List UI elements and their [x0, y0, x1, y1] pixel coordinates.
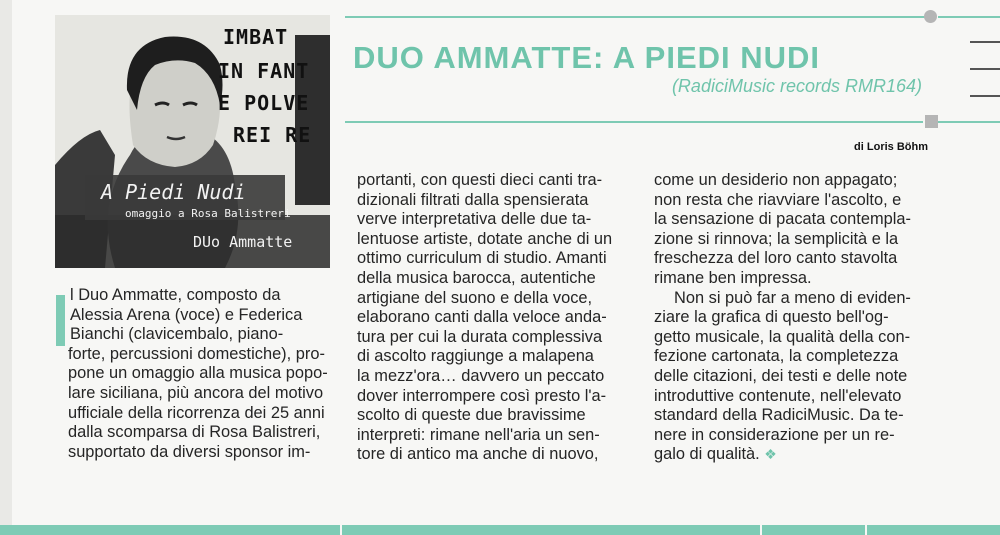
rule-dot: [924, 10, 937, 23]
text-line: interpreti: rimane nell'aria un sen-: [357, 425, 600, 444]
margin-tick: [970, 95, 1000, 97]
text-line: standard della RadiciMusic. Da te-: [654, 406, 904, 425]
text-line: l Duo Ammatte, composto da: [70, 286, 281, 304]
text-line: nere in considerazione per un re-: [654, 425, 895, 444]
text-line: Alessia Arena (voce) e Federica: [70, 305, 303, 324]
text-line: della musica barocca, autentiche: [357, 268, 596, 287]
article-subtitle: (RadiciMusic records RMR164): [671, 76, 922, 96]
text-line: ufficiale della ricorrenza dei 25 anni: [68, 403, 325, 422]
rule-square: [925, 115, 938, 128]
text-line: la sensazione di pacata contempla-: [654, 210, 911, 229]
text-line: rimane ben impressa.: [654, 268, 812, 287]
text-line: dover interrompere così presto l'a-: [357, 386, 607, 405]
text-line: getto musicale, la qualità della con-: [654, 327, 911, 346]
margin-tick: [970, 68, 1000, 70]
text-line: non resta che riavviare l'ascolto, e: [654, 190, 902, 209]
cover-text-line: IN FANT: [218, 59, 310, 83]
text-column-2: [357, 171, 612, 465]
article-title: DUO AMMATTE: A PIEDI NUDI: [353, 40, 821, 75]
cover-artist: DUo Ammatte: [193, 233, 293, 251]
text-line: ziare la grafica di questo bell'og-: [654, 308, 889, 327]
text-line: dizionali filtrati dalla spensierata: [357, 190, 589, 209]
text-line: ottimo curriculum di studio. Amanti: [357, 249, 607, 268]
text-line-last: [654, 445, 911, 465]
text-line: lentuose artiste, dotate anche di un: [357, 229, 613, 248]
text-line: portanti, con questi dieci canti tra-: [357, 171, 603, 189]
footer-divider: [865, 523, 867, 535]
text-line: delle citazioni, dei testi e delle note: [654, 366, 908, 385]
margin-tick: [970, 41, 1000, 43]
footer-divider: [340, 523, 342, 535]
text-line: freschezza del loro canto stavolta: [654, 249, 898, 268]
text-line: lare siciliana, più ancora del motivo: [68, 383, 324, 402]
text-line: scolto di queste due bravissime: [357, 406, 586, 425]
top-rule-right: [938, 16, 1000, 18]
header-rule-right: [938, 121, 1000, 123]
text-column-1: [68, 286, 328, 462]
end-mark-icon: ❖: [764, 446, 777, 463]
cover-text-line: REI RE: [233, 123, 312, 147]
page-edge: [0, 0, 12, 535]
album-cover: [55, 15, 330, 268]
text-line: dalla scomparsa di Rosa Balistreri,: [68, 423, 321, 442]
text-line: supportato da diversi sponsor im-: [68, 442, 311, 461]
text-line: pone un omaggio alla musica popo-: [68, 364, 328, 383]
text-line: la mezz'ora… davvero un peccato: [357, 366, 605, 385]
text-line: tore di antico ma anche di nuovo,: [357, 445, 599, 464]
drop-cap-bar: [56, 295, 65, 346]
author-byline: di Loris Böhm: [854, 141, 928, 153]
top-rule: [345, 16, 928, 18]
cover-text-line: IMBAT: [223, 25, 289, 49]
text-line: tura per cui la durata complessiva: [357, 327, 603, 346]
cover-text-line: E POLVE: [218, 91, 310, 115]
text-line: zione si rinnova; la semplicità e la: [654, 229, 899, 248]
text-line: elaborano canti dalla veloce anda-: [357, 308, 607, 327]
text-line: Bianchi (clavicembalo, piano-: [70, 325, 284, 344]
footer-bar: [0, 525, 1000, 535]
footer-divider: [760, 523, 762, 535]
text-line: di ascolto raggiunge a malapena: [357, 347, 594, 366]
cover-album-subtitle: omaggio a Rosa Balistreri: [125, 207, 291, 220]
text-line: artigiane del suono e della voce,: [357, 288, 593, 307]
text-line: come un desiderio non appagato;: [654, 171, 898, 189]
text-line: forte, percussioni domestiche), pro-: [68, 344, 325, 363]
text-line: galo di qualità.: [654, 445, 760, 464]
cover-album-title: A Piedi Nudi: [101, 180, 246, 204]
text-line: fezione cartonata, la completezza: [654, 347, 899, 366]
text-line: verve interpretativa delle due ta-: [357, 210, 592, 229]
text-line: Non si può far a meno di eviden-: [674, 288, 911, 307]
header-rule: [345, 121, 923, 123]
text-column-3: [654, 171, 911, 465]
text-line: introduttive contenute, nell'elevato: [654, 386, 902, 405]
